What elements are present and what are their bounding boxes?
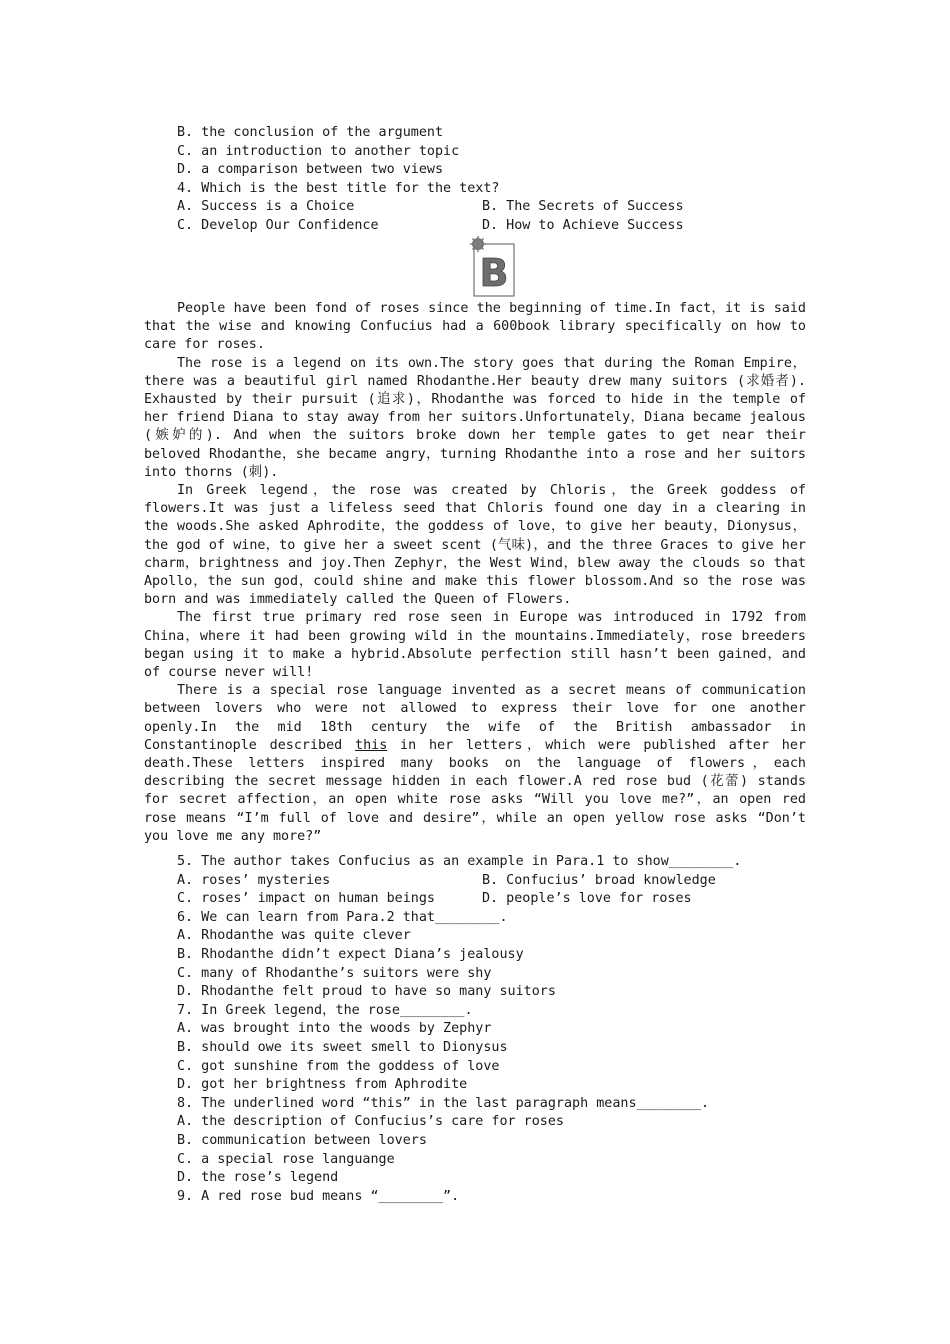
passage-paragraph-4: The first true primary red rose seen in Europe was introduced in 1792 from China，where it had been growing wild in the mountains.Immediately，rose breeders began using it to make a hybrid.Absolute perfection still hasn’t been gained，and of course never will! (144, 610, 806, 681)
section-b-icon (470, 236, 516, 298)
passage-paragraph-5 (144, 682, 806, 846)
underlined-word-this: this (355, 737, 388, 753)
option-8a: A. the description of Confucius’s care for roses (177, 1114, 564, 1130)
question-9-stem: 9. A red rose bud means “________”. (177, 1188, 460, 1204)
option-4c: C. Develop Our Confidence (177, 217, 379, 233)
question-5-stem: 5. The author takes Confucius as an example in Para.1 to show________. (177, 854, 742, 869)
section-letter: B (479, 251, 509, 295)
passage-paragraph-2: The rose is a legend on its own.The story goes that during the Roman Empire，there was a beautiful girl named Rhodanthe.Her beauty drew many suitors (求婚者). Exhausted by their pursuit (追求)，Rhodanthe was forced to hide in the temple of her friend Diana to stay away from her suitors.Unfortunately，Diana became jealous (嫉妒的). And when the suitors broke down her temple gates to get near their beloved Rhodanthe，she became angry，turning Rhodanthe into a rose and her suitors into thorns (刺). (144, 355, 806, 480)
question-4-stem: 4. Which is the best title for the text? (177, 180, 500, 196)
section-b-emblem (470, 236, 516, 298)
option-4d: D. How to Achieve Success (482, 217, 684, 233)
passage-paragraph-1: People have been fond of roses since the beginning of time.In fact，it is said that the wise and knowing Confucius had a 600book library specifically on how to care for roses. (144, 301, 806, 353)
option-3c: C. an introduction to another topic (177, 143, 460, 159)
option-7d: D. got her brightness from Aphrodite (177, 1077, 468, 1093)
question-4-options-row-1 (144, 198, 806, 217)
option-4b: B. The Secrets of Success (482, 199, 684, 215)
option-6b: B. Rhodanthe didn’t expect Diana’s jealousy (177, 946, 524, 962)
question-8-stem: 8. The underlined word “this” in the last paragraph means________. (177, 1095, 710, 1111)
paragraph-5-part-1: There is a special rose language invented as a secret means of communication between lovers who were not allowed to express their love for one another openly.In the mid 18th century the wife of the British ambassador in Constantinople described (144, 683, 806, 753)
option-5b: B. Confucius’ broad knowledge (482, 872, 716, 888)
option-6a: A. Rhodanthe was quite clever (177, 928, 411, 944)
option-5d: D. people’s love for roses (482, 891, 692, 907)
paragraph-5-part-2: in her letters，which were published after her death.These letters inspired many books on the language of flowers，each describing the secret message hidden in each flower.A red rose bud (花蕾) stands for secret affection，an open white rose asks “Will you love me?”，an open red rose means “I’m full of love and desire”，while an open yellow rose asks “Don’t you love me any more?” (144, 737, 806, 844)
option-6c: C. many of Rhodanthe’s suitors were shy (177, 965, 492, 981)
option-5a: A. roses’ mysteries (177, 872, 331, 888)
option-4a: A. Success is a Choice (177, 199, 355, 215)
option-7a: A. was brought into the woods by Zephyr (177, 1021, 492, 1037)
question-3-options (144, 124, 806, 236)
option-8d: D. the rose’s legend (177, 1170, 339, 1186)
question-5-options-row-2 (144, 890, 806, 909)
option-3b: B. the conclusion of the argument (177, 125, 444, 140)
question-7-stem: 7. In Greek legend，the rose________. (177, 1002, 473, 1018)
option-6d: D. Rhodanthe felt proud to have so many suitors (177, 984, 556, 1000)
option-8b: B. communication between lovers (177, 1132, 427, 1148)
option-7b: B. should owe its sweet smell to Dionysus (177, 1039, 508, 1055)
question-4-options-row-2 (144, 217, 806, 236)
questions-section (144, 853, 806, 1206)
option-8c: C. a special rose languange (177, 1151, 395, 1167)
option-3d: D. a comparison between two views (177, 162, 444, 178)
question-5-options-row-1 (144, 872, 806, 891)
option-7c: C. got sunshine from the goddess of love (177, 1058, 500, 1074)
reading-passage (144, 300, 806, 846)
option-5c: C. roses’ impact on human beings (177, 891, 435, 907)
question-6-stem: 6. We can learn from Para.2 that________. (177, 909, 508, 925)
passage-paragraph-3: In Greek legend，the rose was created by Chloris，the Greek goddess of flowers.It was just a lifeless seed that Chloris found one day in a clearing in the woods.She asked Aphrodite，the goddess of love，to give her beauty，Dionysus，the god of wine，to give her a sweet scent (气味)，and the three Graces to give her charm，brightness and joy.Then Zephyr，the West Wind，blew away the clouds so that Apollo，the sun god，could shine and make this flower blossom.And so the rose was born and was immediately called the Queen of Flowers. (144, 483, 806, 608)
